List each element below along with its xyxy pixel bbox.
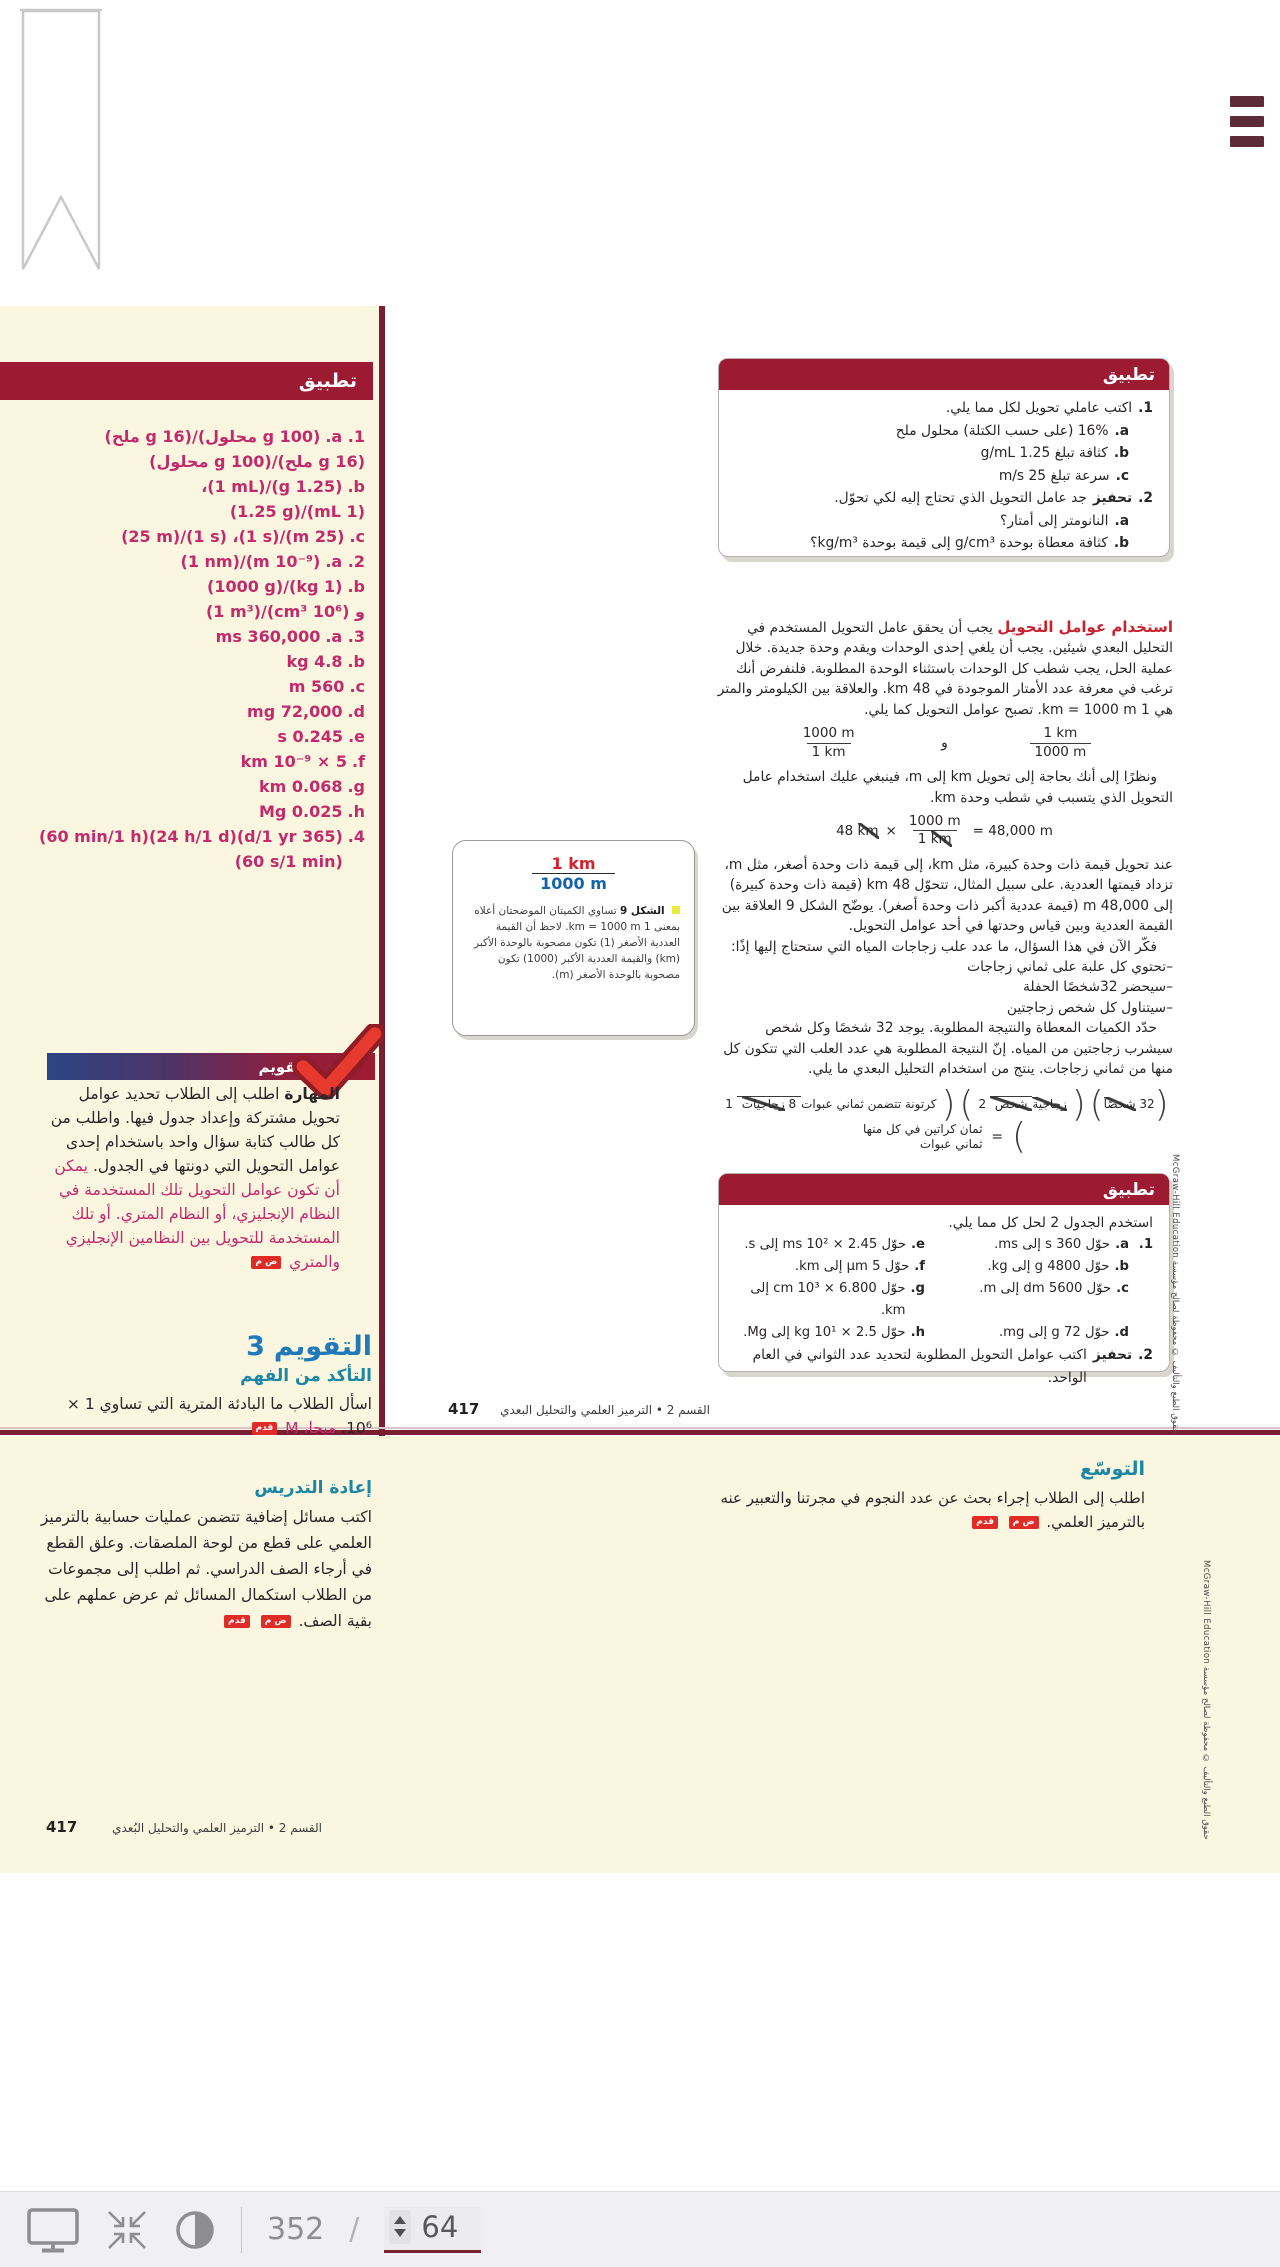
standard-badge: ض م (261, 1615, 291, 1628)
figure-label: الشكل 9 (619, 905, 665, 917)
paragraph-4: فكّر الآن في هذا السؤال، ما عدد علب زجاجات المياه التي ستحتاج إليها إذًا: (730, 938, 1157, 955)
application-header-band (719, 359, 1169, 390)
bullet-line: –سيحضر 32شخصًا الحفلة (1023, 979, 1173, 996)
fraction-numerator: 1000 m (802, 725, 855, 742)
display-mode-button[interactable] (26, 2207, 80, 2253)
figure-caption (453, 893, 694, 983)
check-understanding-text (36, 1392, 372, 1440)
answer-line: b. (1.25 g)/(1 mL)، (201, 477, 365, 496)
reader-toolbar (0, 2191, 1280, 2267)
answer-line: b. 4.8 kg (286, 652, 365, 671)
half-circle-contrast-icon (174, 2209, 216, 2251)
standard-badge: ض م (1009, 1516, 1039, 1529)
item-bold: تحفيز (1092, 1347, 1133, 1363)
answer-line: و (10⁶ cm³)/(1 m³) (205, 602, 365, 621)
app1-item (731, 532, 1129, 555)
skill-text: اطلب إلى الطلاب تحديد عوامل تحويل مشتركة وإعداد جدول فيها. واطلب من كل طالب كتابة سؤال واحد باستخدام إحدى عوامل التحويل التي دونتها في الجدول. (50, 1085, 340, 1175)
app1-item (731, 487, 1153, 510)
km-conversion-equation (716, 813, 1173, 849)
paragraph-1 (716, 617, 1173, 720)
copyright-vertical-text: حقوق الطبع والتأليف © محفوظة لصالح مؤسسة McGraw-Hill Education (1170, 1154, 1180, 1434)
result-line: ثمان كراتين في كل منها (863, 1121, 983, 1136)
toolbar-divider (241, 2207, 242, 2253)
app2-item: h. حوّل 2.5 × 10¹ kg إلى Mg. (743, 1325, 925, 1340)
bookmark-ribbon-icon[interactable] (20, 2, 102, 284)
answer-line: d. 72,000 mg (247, 702, 365, 721)
answers-list (4, 424, 371, 874)
bullet-line: –سيتناول كل شخص زجاجتين (1006, 999, 1173, 1016)
application-box-1 (718, 358, 1170, 557)
footer-section-title: القسم 2 • الترميز العلمي والتحليل البعدي (500, 1403, 710, 1417)
fraction-numerator: 1 km (1043, 725, 1078, 742)
paren: ) (1089, 1083, 1104, 1125)
struck-unit: km (930, 831, 952, 848)
vertical-divider-rule (379, 306, 385, 1436)
skill-label: المهارة (284, 1085, 340, 1103)
item-number: 1. (1138, 1237, 1153, 1252)
item-label: a. (1114, 422, 1129, 439)
fraction-denominator: 1 km (807, 743, 851, 762)
skill-paragraph (36, 1082, 340, 1274)
struck-unit: km (857, 822, 879, 839)
answer-line: g. 0.068 km (258, 777, 365, 796)
copyright-vertical-text: حقوق الطبع والتأليف © محفوظة لصالح مؤسسة McGraw-Hill Education (1201, 1560, 1211, 1840)
app2-grid (731, 1234, 1153, 1344)
application-body (719, 1205, 1169, 1389)
figure-caption-text: تساوي الكميتان الموضحتان أعلاه بمعنى 1 km = 1000 m. لاحظ أن القيمة العددية الأصغر (1) تكون مصحوبة بالوحدة الأكبر (km) والقيمة العددية الأكبر (1000) تكون مصحوبة بالوحدة الأصغر (m). (474, 905, 680, 981)
paren: ) (1011, 1115, 1026, 1157)
fraction-numerator: 1000 m (908, 812, 961, 829)
section3-number: 3 (246, 1331, 265, 1362)
section3-heading (36, 1331, 372, 1362)
fraction-numerator: 2 زجاجية (978, 1096, 1067, 1111)
equation-result (863, 1122, 983, 1153)
fraction (720, 1097, 941, 1113)
contrast-button[interactable] (174, 2209, 216, 2251)
step-down-icon[interactable] (394, 2229, 406, 2237)
result-line: ثماني عبوات (919, 1137, 983, 1152)
figure-marker-icon (672, 906, 680, 914)
app2-item: c. حوّل 5600 dm إلى m. (979, 1281, 1129, 1296)
extend-paragraph: اطلب إلى الطلاب إجراء بحث عن عدد النجوم في مجرتنا والتعبير عنه بالترميز العلمي. (720, 1489, 1145, 1531)
application-header-band (719, 1174, 1169, 1205)
app1-item (731, 465, 1129, 488)
answer-line: (1 mL)/(1.25 g) (229, 502, 365, 521)
paren: ( (941, 1083, 956, 1125)
menu-icon[interactable] (1230, 96, 1264, 156)
answer-line: e. 0.245 s (277, 727, 365, 746)
answer-line: b. (1 kg)/(1000 g) (207, 577, 365, 596)
main-text-column (716, 617, 1173, 1157)
answer-line: 3. a. 360,000 ms (215, 627, 365, 646)
fraction (904, 813, 966, 849)
fraction (973, 1097, 1071, 1113)
menu-bar (1230, 116, 1264, 127)
app1-item (731, 420, 1129, 443)
application-header-label: تطبيق (1102, 1179, 1155, 1200)
check-answer: ميجا، M (285, 1419, 337, 1437)
menu-bar (1230, 96, 1264, 107)
paren: ) (959, 1083, 974, 1125)
app2-item: f. حوّل 5 μm إلى km. (794, 1259, 925, 1274)
item-label: b. (1113, 445, 1129, 461)
section3-title: التقويم (273, 1331, 372, 1362)
item-label: a. (1114, 512, 1129, 529)
figure-fraction (453, 854, 694, 893)
app1-item (731, 397, 1153, 420)
extend-title: التوسّع (1080, 1458, 1145, 1480)
monitor-icon (26, 2207, 80, 2253)
reteach-text (36, 1504, 372, 1634)
extend-text (700, 1486, 1145, 1534)
item-text: النانومتر إلى أمتار؟ (1000, 512, 1109, 529)
assessment-band-label: التقويم (258, 1057, 313, 1076)
figure-9-card (452, 840, 695, 1036)
step-up-icon[interactable] (394, 2216, 406, 2224)
paragraph-5: حدّد الكميات المعطاة والنتيجة المطلوبة. يوجد 32 شخصًا وكل شخص سيشرب زجاجتين من المياه. إنّ النتيجة المطلوبة هي عدد العلب التي تتكون كل منها من ثماني زجاجات. ينتج من استخدام التحليل البعدي ما يلي. (723, 1020, 1173, 1078)
struck-word: شخصًا (1103, 1096, 1136, 1111)
extend-block (700, 1458, 1145, 1534)
standard-badge: ض م (251, 1256, 281, 1269)
answer-line: h. 0.025 Mg (258, 802, 365, 821)
answer-line: (16 g ملح)/(100 g محلول) (149, 452, 365, 471)
application-box-2 (718, 1173, 1170, 1386)
reteach-paragraph: اكتب مسائل إضافية تتضمن عمليات حسابية بالترميز العلمي على قطع من لوحة الملصقات. وعلق القطع في أرجاء الصف الدراسي. ثم اطلب إلى مجموعات من الطلاب استكمال المسائل ثم عرض عملهم على بقية الصف. (40, 1508, 372, 1630)
page-footer-bottom (46, 1818, 322, 1836)
paren: ( (1154, 1083, 1169, 1125)
fraction (798, 725, 860, 761)
fraction-denominator: شخص (990, 1096, 1033, 1111)
fraction (1030, 725, 1092, 761)
equals-sign: = (991, 1129, 1004, 1145)
fraction-denominator: 8 زجاجيات (737, 1096, 801, 1111)
times-sign: × (885, 822, 897, 839)
app2-item-2 (731, 1344, 1153, 1389)
page-stepper[interactable] (389, 2210, 411, 2244)
app2-item: b. حوّل 4800 g إلى kg. (987, 1259, 1129, 1274)
paragraph-text: يجب أن يحقق عامل التحويل المستخدم في التحليل البعدي شيئين. يجب أن يلغي إحدى الوحدات ويقدم وحدة جديدة. خلال عملية الحل، يجب شطب كل الوحدات باستثناء الوحدة المطلوبة. فلنفرض أنك ترغب في معرفة عدد الأمتار الموجودة في 48 km. والعلاقة بين الكيلومتر والمتر هي 1 km = 1000 m. تصبح عوامل التحويل كما يلي. (717, 620, 1173, 718)
equation-result: = 48,000 m (972, 822, 1053, 839)
bullet-line: –تحتوي كل علبة على ثماني زجاجات (967, 959, 1173, 976)
page-separator: / (349, 2212, 360, 2247)
inline-red-heading: استخدام عوامل التحويل (997, 618, 1173, 636)
app2-item: a. حوّل 360 s إلى ms. (994, 1237, 1129, 1252)
compress-view-button[interactable] (105, 2208, 149, 2252)
answers-header-band (0, 362, 373, 400)
app2-intro: استخدم الجدول 2 لحل كل مما يلي. (948, 1215, 1153, 1231)
page-footer (448, 1400, 710, 1418)
app1-item (731, 510, 1129, 533)
footer-section-title: القسم 2 • الترميز العلمي والتحليل البُعدي (112, 1821, 322, 1835)
check-question: اسأل الطلاب ما البادئة المترية التي تساوي 1 × 10⁶. (66, 1395, 372, 1437)
app1-item (731, 442, 1129, 465)
conjunction: و (941, 734, 948, 751)
item-text: كثافة تبلغ 1.25 g/mL (980, 445, 1108, 461)
bottles-equation (716, 1083, 1173, 1157)
paren: ( (1071, 1083, 1086, 1125)
footer-page-number: 417 (46, 1818, 78, 1836)
app2-item: e. حوّل 2.45 × 10² ms إلى s. (744, 1237, 925, 1252)
item-label: 2. (1138, 490, 1153, 506)
item-bold: تحفيز (1092, 490, 1133, 506)
standard-badge: قدم (252, 1422, 278, 1435)
item-number: 2. (1138, 1347, 1153, 1363)
answers-header-label: تطبيق (298, 370, 357, 392)
figure-fraction-numerator: 1 km (551, 854, 596, 873)
reteach-title: إعادة التدريس (254, 1478, 372, 1498)
equation-value: 48 km (836, 822, 879, 839)
page-input[interactable] (421, 2210, 471, 2244)
item-text: 16% (على حسب الكتلة) محلول ملح (895, 422, 1109, 439)
answer-line: c. 560 m (288, 677, 365, 696)
compress-arrows-icon (105, 2208, 149, 2252)
answer-line: c. (25 m)/(1 s)، (1 s)/(25 m) (121, 527, 365, 546)
persons-term: 32 شخصًا (1103, 1096, 1155, 1111)
item-text: سرعة تبلغ 25 m/s (998, 467, 1110, 484)
fraction-numerator: 1 كرتونة تتضمن ثماني عبوات (725, 1096, 937, 1111)
standard-badge: قدم (972, 1516, 998, 1529)
struck-word: زجاجيات (741, 1096, 785, 1111)
footer-page-number: 417 (448, 1400, 480, 1418)
application-body (719, 390, 1169, 555)
fraction-denominator: 1000 m (1030, 743, 1092, 762)
item-label: c. (1115, 467, 1129, 484)
current-position-label: 352 (267, 2212, 325, 2247)
item-text: جد عامل التحويل الذي تحتاج إليه لكي تحوّل. (834, 490, 1087, 506)
standard-badge: قدم (224, 1615, 250, 1628)
paragraph-2: ونظرًا إلى أنك بحاجة إلى تحويل km إلى m، فينبغي عليك استخدام عامل التحويل الذي يتسبب في شطب وحدة km. (742, 769, 1173, 806)
menu-bar (1230, 136, 1264, 147)
answer-line: 1. a. (100 g محلول)/(16 g ملح) (104, 427, 365, 446)
application-header-label: تطبيق (1102, 364, 1155, 385)
figure-fraction-denominator: 1000 m (532, 873, 615, 893)
item-label: 1. (1138, 400, 1153, 416)
item-text: كثافة معطاة بوحدة g/cm³ إلى قيمة بوحدة kg/m³؟ (810, 535, 1108, 551)
app2-item: g. حوّل 6.800 × 10³ cm إلى km. (750, 1281, 925, 1318)
app2-item: d. حوّل 72 g إلى mg. (998, 1325, 1129, 1340)
fraction-denominator: 1 km (913, 830, 957, 849)
skill-answer: يمكن أن تكون عوامل التحويل تلك المستخدمة في النظام الإنجليزي، أو النظام المتري. أو تلك المستخدمة للتحويل بين النظامين الإنجليزي والمتري (54, 1157, 340, 1271)
paragraph-3: عند تحويل قيمة ذات وحدة كبيرة، مثل km، إلى قيمة ذات وحدة أصغر، مثل m، تزداد قيمتها العددية. على سبيل المثال، تتحوّل 48 km (قيمة ذات وحدة كبيرة) إلى 48,000 m (قيمة عددية أكبر ذات وحدة أصغر). يوضّح الشكل 9 العلاقة بين القيمة العددية وبين قياس وحدتها في أحد عوامل التحويل. (721, 857, 1173, 935)
answer-line: 4. (365 d/1 yr)(24 h/1 d)(60 min/1 h) (60 s/1 min) (39, 827, 365, 871)
check-understanding-title: التأكد من الفهم (240, 1366, 372, 1386)
item-text: اكتب عوامل التحويل المطلوبة لتحديد عدد الثواني في العام الواحد. (752, 1347, 1087, 1386)
conversion-fractions-row (716, 725, 1173, 761)
item-text: اكتب عاملي تحويل لكل مما يلي. (945, 400, 1133, 416)
struck-word: زجاجية (1032, 1096, 1067, 1111)
answer-line: f. 5 × 10⁻⁹ km (240, 752, 365, 771)
item-label: b. (1113, 535, 1129, 551)
answer-line: 2. a. (10⁻⁹ m)/(1 nm) (180, 552, 365, 571)
page-number-control (384, 2207, 481, 2253)
